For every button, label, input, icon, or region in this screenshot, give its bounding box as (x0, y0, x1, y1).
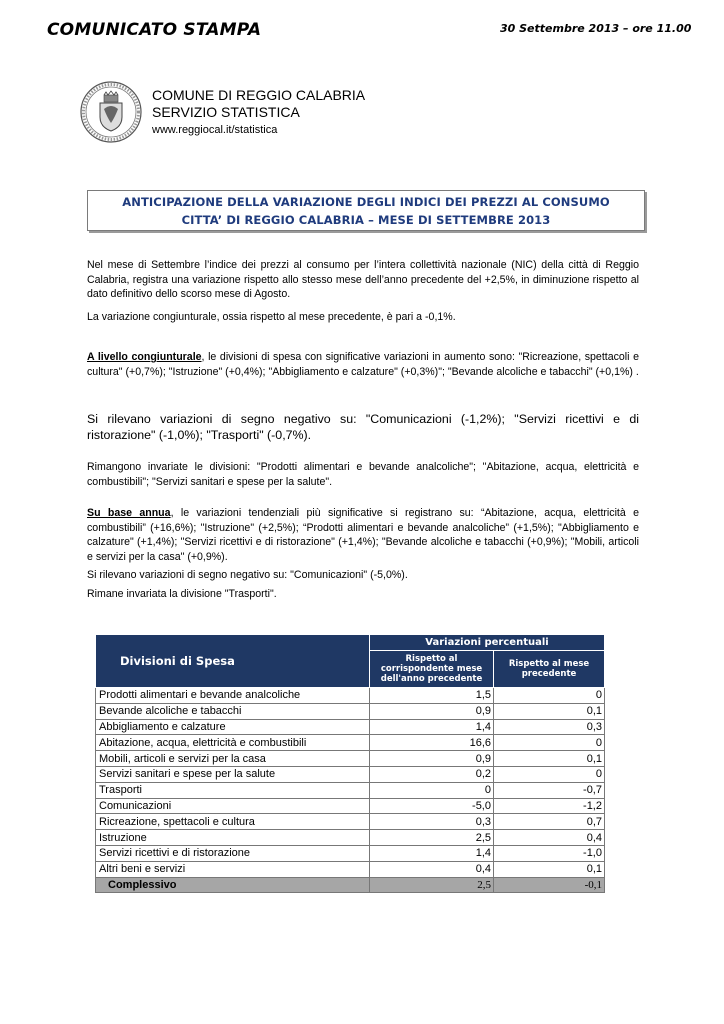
annual-value: 0,9 (370, 751, 494, 767)
paragraph-intro: Nel mese di Settembre l’indice dei prezzi al consumo per l’intera collettività nazionale (NIC) della città di Reggio Calabria, registra una variazione rispetto allo stesso mese dell’anno precedente del +2,5%, in diminuzione rispetto al dato definitivo dello scorso mese di Agosto. (87, 259, 639, 300)
table-row (96, 782, 605, 798)
table-row (96, 861, 605, 877)
table-row (96, 735, 605, 751)
row-label: Servizi ricettivi e di ristorazione (96, 845, 370, 861)
header-monthly: Rispetto al mese precedente (494, 651, 605, 688)
table-row (96, 751, 605, 767)
section-lead-annual: Su base annua (87, 507, 171, 519)
org-name: COMUNE DI REGGIO CALABRIA (152, 87, 366, 103)
monthly-value: 0,7 (494, 814, 605, 830)
paragraph-annual-negative: Si rilevano variazioni di segno negativo su: "Comunicazioni" (-5,0%). (87, 569, 408, 581)
header-annual: Rispetto al corrispondente mese dell'anno precedente (370, 651, 494, 688)
monthly-value: 0,1 (494, 703, 605, 719)
annual-value: 2,5 (370, 877, 494, 893)
annual-value: 1,4 (370, 719, 494, 735)
row-label: Mobili, articoli e servizi per la casa (96, 751, 370, 767)
row-label: Abbigliamento e calzature (96, 719, 370, 735)
annual-value: 0,2 (370, 766, 494, 782)
row-label: Istruzione (96, 830, 370, 846)
paragraph-monthly-change: La variazione congiunturale, ossia rispetto al mese precedente, è pari a -0,1%. (87, 311, 456, 323)
paragraph-annual-unchanged: Rimane invariata la divisione "Trasporti". (87, 588, 277, 600)
annual-value: 0,9 (370, 703, 494, 719)
headline-box (87, 190, 645, 231)
table-row (96, 798, 605, 814)
paragraph-monthly-decreases: Si rilevano variazioni di segno negativo su: "Comunicazioni (-1,2%); "Servizi ricettivi e di ristorazione" (-1,0%); "Trasporti" (-0,7%). (87, 412, 639, 442)
paragraph-annual (87, 506, 639, 564)
monthly-value: -0,7 (494, 782, 605, 798)
org-department: SERVIZIO STATISTICA (152, 104, 300, 120)
paragraph-text: , le divisioni di spesa con significative variazioni in aumento sono: "Ricreazione, spettacoli e cultura" (+0,7%); "Istruzione" (+0,4%); "Abbigliamento e calzature" (+0,3%)"; "Bevande alcoliche e tabacchi" (+0,1%) . (87, 351, 639, 378)
org-website-link[interactable]: www.reggiocal.it/statistica (152, 124, 278, 136)
annual-value: -5,0 (370, 798, 494, 814)
table-row (96, 703, 605, 719)
monthly-value: 0 (494, 688, 605, 704)
monthly-value: 0,4 (494, 830, 605, 846)
table-row (96, 845, 605, 861)
header-variations: Variazioni percentuali (370, 635, 605, 651)
header-divisions: Divisioni di Spesa (96, 635, 370, 688)
page-title: COMUNICATO STAMPA (47, 20, 262, 40)
table-total-row (96, 877, 605, 893)
annual-value: 0,3 (370, 814, 494, 830)
price-variation-table (95, 634, 605, 893)
paragraph-text: , le variazioni tendenziali più significative si registrano su: “Abitazione, acqua, elettricità e combustibili” (+16,6%); "Istruzione" (+2,5%); “Prodotti alimentari e bevande analcoliche” (+1,5%); "Abbigliamento e calzature" (+1,4%); "Servizi ricettivi e di ristorazione" (+1,4%); "Bevande alcoliche e tabacchi (+0,9%); "Mobili, articoli e servizi per la casa" (+0,9%). (87, 507, 639, 563)
row-label: Servizi sanitari e spese per la salute (96, 766, 370, 782)
annual-value: 16,6 (370, 735, 494, 751)
annual-value: 2,5 (370, 830, 494, 846)
row-label: Trasporti (96, 782, 370, 798)
row-label: Prodotti alimentari e bevande analcoliche (96, 688, 370, 704)
row-label: Abitazione, acqua, elettricità e combustibili (96, 735, 370, 751)
headline-line-1: ANTICIPAZIONE DELLA VARIAZIONE DEGLI INDICI DEI PREZZI AL CONSUMO (122, 195, 610, 209)
paragraph-monthly-increases (87, 350, 639, 379)
table-row (96, 688, 605, 704)
table-row (96, 766, 605, 782)
release-date: 30 Settembre 2013 – ore 11.00 (500, 22, 692, 35)
monthly-value: -1,0 (494, 845, 605, 861)
total-label: Complessivo (96, 877, 370, 893)
monthly-value: 0,3 (494, 719, 605, 735)
monthly-value: 0,1 (494, 861, 605, 877)
monthly-value: -1,2 (494, 798, 605, 814)
table-row (96, 830, 605, 846)
row-label: Altri beni e servizi (96, 861, 370, 877)
headline-line-2: CITTA’ DI REGGIO CALABRIA – MESE DI SETTEMBRE 2013 (181, 213, 551, 227)
annual-value: 0 (370, 782, 494, 798)
annual-value: 1,5 (370, 688, 494, 704)
paragraph-unchanged: Rimangono invariate le divisioni: "Prodotti alimentari e bevande analcoliche"; "Abitazione, acqua, elettricità e combustibili"; "Servizi sanitari e spese per la salute". (87, 461, 639, 488)
annual-value: 0,4 (370, 861, 494, 877)
monthly-value: 0 (494, 735, 605, 751)
city-seal-icon (80, 81, 142, 143)
section-lead-monthly: A livello congiunturale (87, 351, 202, 363)
row-label: Ricreazione, spettacoli e cultura (96, 814, 370, 830)
monthly-value: 0,1 (494, 751, 605, 767)
table-row (96, 719, 605, 735)
table-row (96, 814, 605, 830)
monthly-value: 0 (494, 766, 605, 782)
annual-value: 1,4 (370, 845, 494, 861)
row-label: Comunicazioni (96, 798, 370, 814)
row-label: Bevande alcoliche e tabacchi (96, 703, 370, 719)
monthly-value: -0,1 (494, 877, 605, 893)
